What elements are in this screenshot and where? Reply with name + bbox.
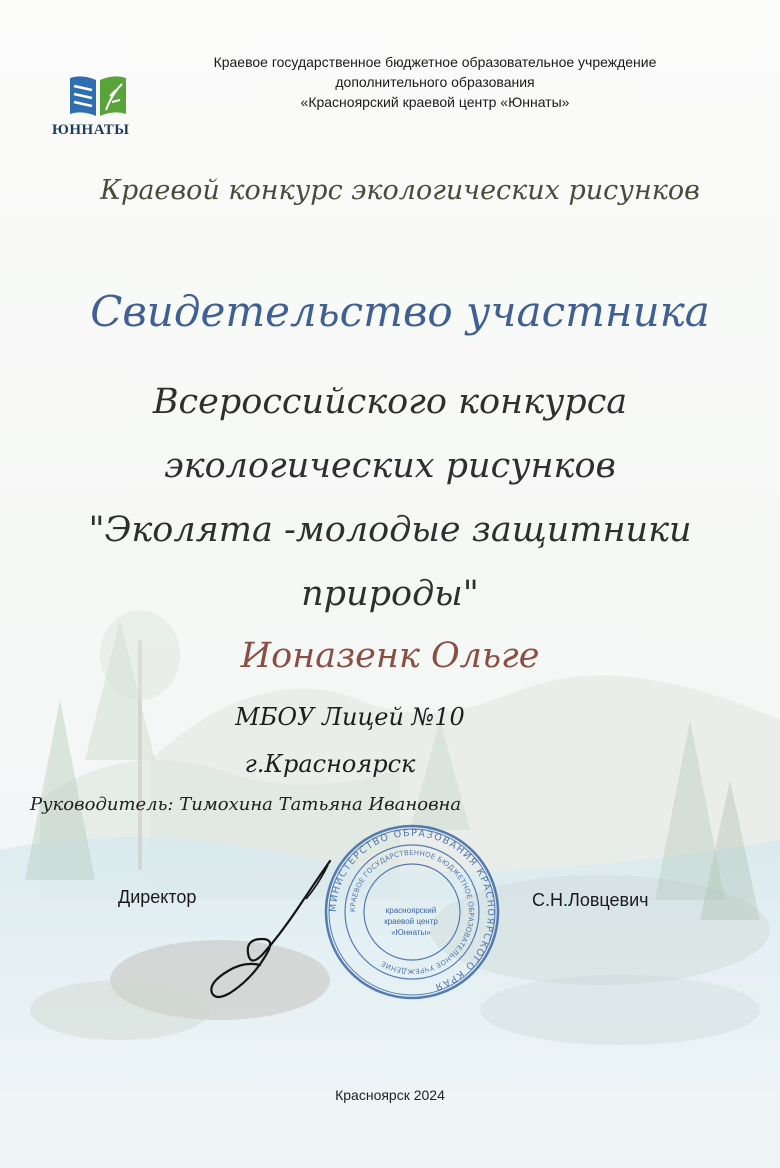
organization-line-2: дополнительного образования: [335, 74, 535, 90]
main-text-line-2: экологических рисунков: [164, 446, 616, 486]
stamp-center-text: [356, 905, 466, 938]
director-label: Директор: [118, 887, 197, 907]
main-text: [20, 370, 760, 626]
contest-title: Краевой конкурс экологических рисунков: [100, 175, 700, 206]
stamp-center-line-2: краевой центр: [384, 917, 438, 926]
footer-place-year: Красноярск 2024: [335, 1087, 445, 1103]
stamp-center-line-3: «Юннаты»: [391, 928, 431, 937]
main-text-line-1: Всероссийского конкурса: [152, 382, 628, 422]
certificate-title: Свидетельство участника: [90, 287, 710, 336]
city-name: г.Красноярск: [244, 750, 416, 778]
stamp-outer-ring-text: МИНИСТЕРСТВО ОБРАЗОВАНИЯ КРАСНОЯРСКОГО КРАЯ: [327, 827, 497, 993]
director-name: С.Н.Ловцевич: [532, 890, 649, 910]
school-name: МБОУ Лицей №10: [235, 703, 465, 731]
stamp-center-line-1: красноярский: [385, 906, 437, 915]
leader-line: Руководитель: Тимохина Татьяна Ивановна: [30, 794, 462, 815]
main-text-line-4: природы": [301, 574, 479, 614]
yunnaty-logo: [52, 72, 152, 152]
main-text-line-3: "Эколята -молодые защитники: [88, 510, 692, 550]
logo-text: ЮННАТЫ: [52, 122, 130, 138]
recipient-name: Ионазенк Ольге: [240, 636, 540, 676]
organization-line-3: «Красноярский краевой центр «Юннаты»: [300, 94, 570, 110]
stamp-inner-ring-text: КРАЕВОЕ ГОСУДАРСТВЕННОЕ БЮДЖЕТНОЕ ОБРАЗОВАТЕЛЬНОЕ УЧРЕЖДЕНИЕ: [348, 848, 476, 976]
open-book-leaf-icon: [68, 72, 128, 120]
organization-line-1: Краевое государственное бюджетное образовательное учреждение: [213, 54, 657, 70]
organization-header: [150, 52, 720, 112]
